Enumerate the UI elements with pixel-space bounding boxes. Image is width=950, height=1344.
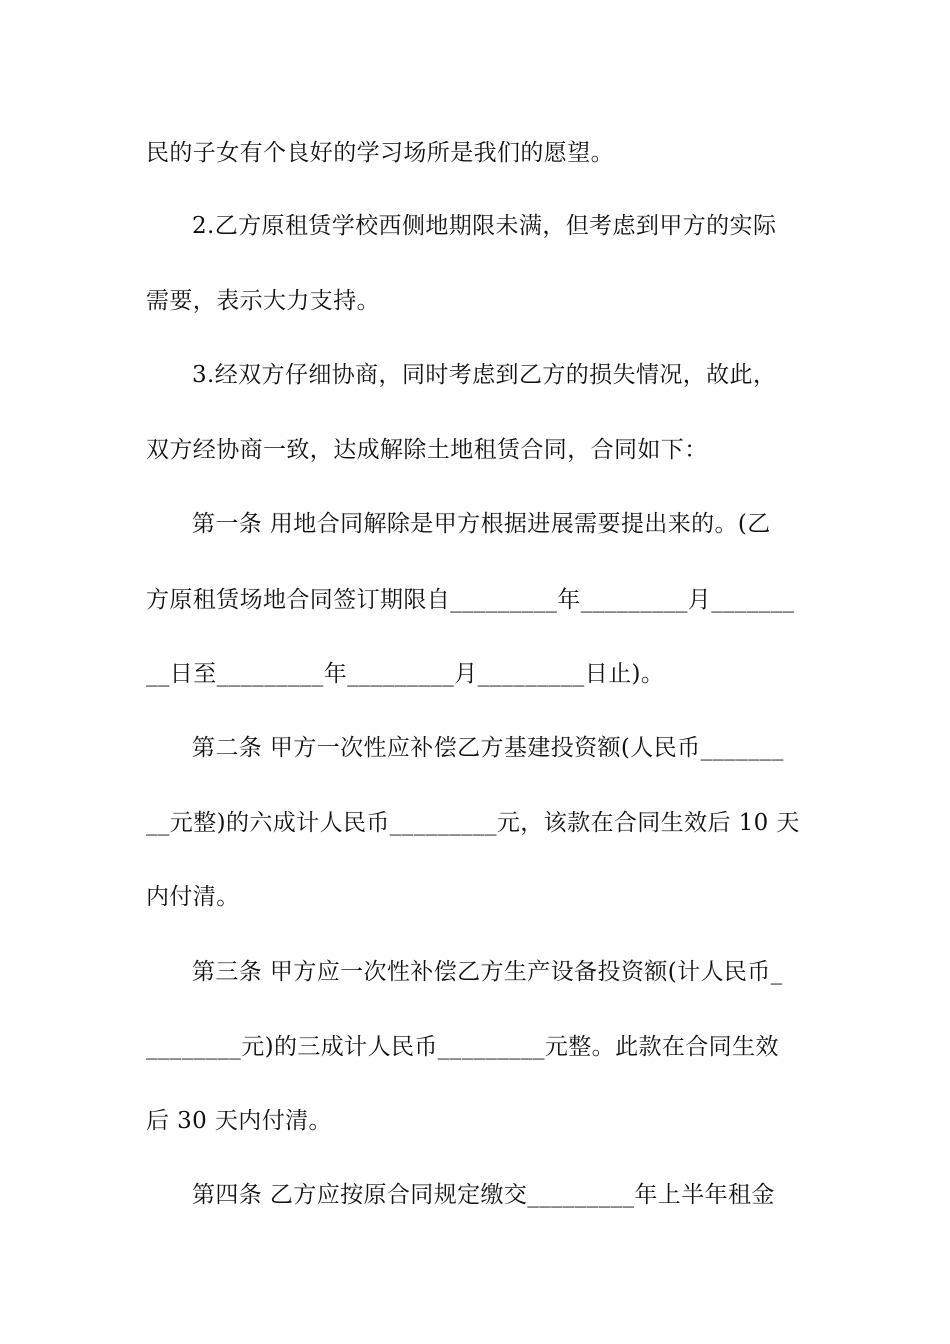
paragraph-line: __元整)的六成计人民币_________元，该款在合同生效后 10 天 (146, 810, 800, 836)
paragraph-line: 第一条 用地合同解除是甲方根据进展需要提出来的。(乙 (192, 511, 771, 537)
paragraph-line: 后 30 天内付清。 (146, 1108, 332, 1134)
paragraph-line: 第二条 甲方一次性应补偿乙方基建投资额(人民币_______ (192, 735, 784, 761)
paragraph-line: 3.经双方仔细协商，同时考虑到乙方的损失情况，故此， (192, 362, 777, 388)
paragraph-line: 内付清。 (146, 884, 240, 910)
paragraph-line: 需要，表示大力支持。 (146, 288, 380, 314)
paragraph-line: 2.乙方原租赁学校西侧地期限未满，但考虑到甲方的实际 (192, 213, 777, 239)
paragraph-line: 方原租赁场地合同签订期限自_________年_________月_______ (146, 587, 795, 613)
paragraph-line: __日至_________年_________月_________日止)。 (146, 661, 665, 687)
paragraph-line: 民的子女有个良好的学习场所是我们的愿望。 (146, 140, 614, 166)
paragraph-line: ________元)的三成计人民币_________元整。此款在合同生效 (146, 1034, 779, 1060)
paragraph-line: 双方经协商一致，达成解除土地租赁合同，合同如下： (146, 437, 708, 463)
paragraph-line: 第四条 乙方应按原合同规定缴交_________年上半年租金 (192, 1182, 775, 1208)
paragraph-line: 第三条 甲方应一次性补偿乙方生产设备投资额(计人民币_ (192, 959, 783, 985)
